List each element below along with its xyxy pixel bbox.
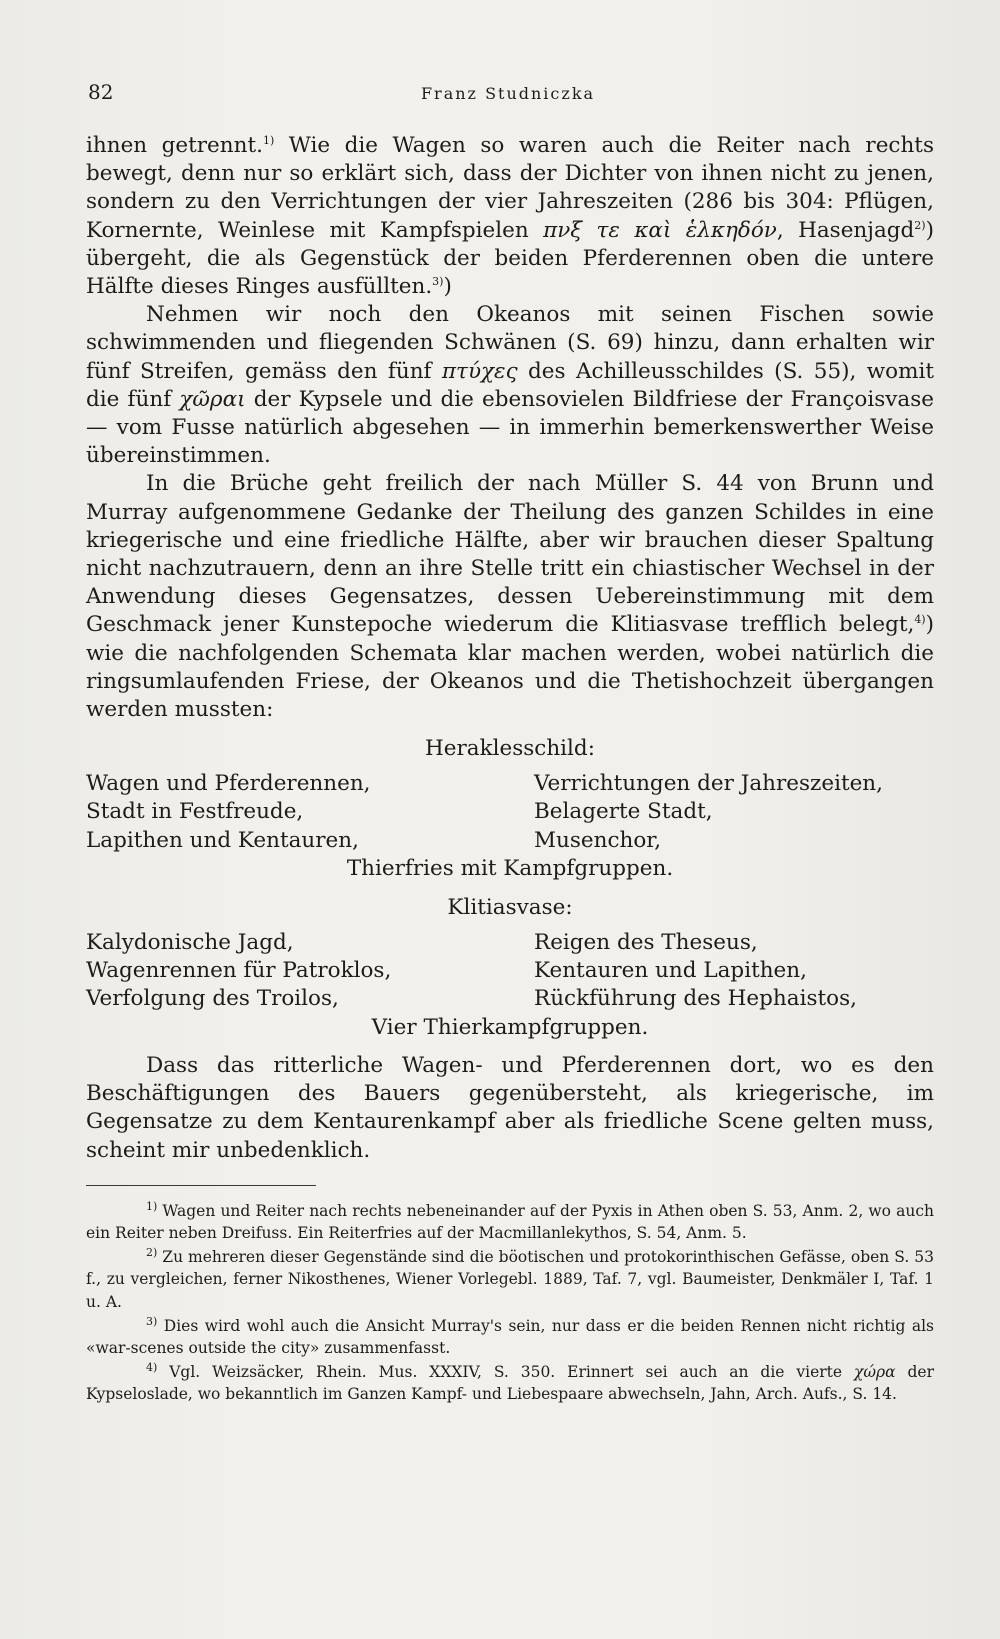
greek-phrase: πνξ τε καὶ ἑλκηδόν	[543, 217, 777, 243]
footnote-1	[86, 1200, 934, 1244]
footnote-number: 4)	[146, 1360, 158, 1374]
paragraph-1	[86, 132, 934, 301]
schema-row	[86, 798, 934, 826]
schema-row	[86, 929, 934, 957]
schema-row	[86, 957, 934, 985]
schema-left-cell: Verfolgung des Troilos,	[86, 986, 339, 1012]
schema-title: Heraklesschild:	[425, 736, 595, 762]
greek-phrase: χώρα	[853, 1363, 896, 1382]
footnote-number: 3)	[146, 1314, 158, 1328]
footnote-2	[86, 1246, 934, 1313]
footnote-3	[86, 1315, 934, 1359]
paragraph-3	[86, 470, 934, 724]
schema-left-cell: Kalydonische Jagd,	[86, 930, 294, 956]
schema-title: Klitiasvase:	[447, 895, 573, 921]
text-run: )	[443, 274, 452, 300]
greek-phrase: χῶραι	[179, 386, 246, 412]
schema-left-cell: Wagen und Pferderennen,	[86, 771, 371, 797]
footnote-marker: 4)	[914, 613, 926, 627]
text-run: , Hasenjagd	[776, 217, 915, 243]
schema-klitiasvase	[86, 893, 934, 1042]
text-run: Wagen und Reiter nach rechts nebeneinander auf der Pyxis in Athen oben S. 53, Anm. 2, wo auch ein Reiter neben Dreifuss. Ein Reiterfries auf der Macmillanlekythos, S. 54, Anm. 5.	[86, 1201, 934, 1242]
page-number: 82	[88, 80, 114, 104]
footnote-divider	[86, 1185, 316, 1186]
schema-row	[86, 827, 934, 855]
text-run: Dies wird wohl auch die Ansicht Murray's sein, nur dass er die beiden Rennen nicht richtig als «war-scenes outside the city» zusammenfasst.	[86, 1316, 934, 1357]
schema-left-cell: Lapithen und Kentauren,	[86, 827, 359, 853]
text-run: ihnen getrennt.	[86, 133, 263, 158]
footnotes	[86, 1200, 934, 1406]
schema-right-cell: Verrichtungen der Jahreszeiten,	[534, 771, 883, 797]
footnote-marker: 1)	[262, 133, 275, 147]
schema-right-cell: Kentauren und Lapithen,	[534, 958, 807, 984]
footnote-number: 1)	[146, 1199, 158, 1213]
schema-row	[86, 770, 934, 798]
text-run: Vgl. Weizsäcker, Rhein. Mus. XXXIV, S. 350. Erinnert sei auch an die vierte	[157, 1363, 854, 1382]
text-run: In die Brüche geht freilich der nach Müller S. 44 von Brunn und Murray aufgenommene Gedanke der Theilung des ganzen Schildes in eine kriegerische und eine friedliche Hälfte, aber wir brauchen dieser Spaltung nicht nachzutrauern, denn an ihre Stelle tritt ein chiastischer Wechsel in der Anwendung dieses Gegensatzes, dessen Uebereinstimmung mit dem Geschmack jener Kunstepoche wiederum die Klitiasvase trefflich belegt,	[86, 471, 934, 638]
footnote-marker: 3)	[432, 274, 444, 288]
page-header	[88, 80, 928, 110]
schema-right-cell: Reigen des Theseus,	[534, 930, 758, 956]
text-run: ) wie die nachfolgenden Schemata klar machen werden, wobei natürlich die ringsumlaufenden Friese, der Okeanos und die Thetishochzeit übergangen werden mussten:	[86, 612, 934, 723]
text-run: ) übergeht, die als Gegenstück der beiden Pferderennen oben die untere Hälfte dieses Ringes ausfüllten.	[86, 217, 934, 300]
text-run: des Achilleusschildes (S. 55), womit die fünf	[86, 358, 934, 412]
schema-right-cell: Belagerte Stadt,	[534, 799, 713, 825]
text-run: der Kypsele und die ebensovielen Bildfriese der Françoisvase — vom Fusse natürlich abgesehen — in immerhin bemerkenswerther Weise übereinstimmen.	[86, 386, 935, 469]
schema-center-line: Thierfries mit Kampfgruppen.	[346, 855, 674, 881]
footnote-4	[86, 1361, 934, 1405]
footnote-marker: 2)	[914, 218, 926, 232]
schema-left-cell: Wagenrennen für Patroklos,	[86, 958, 392, 984]
text-run: Zu mehreren dieser Gegenstände sind die böotischen und protokorinthischen Gefässe, oben S. 53 f., zu vergleichen, ferner Nikosthenes, Wiener Vorlegebl. 1889, Taf. 7, vgl. Baumeister, Denkmäler I, Taf. 1 u. A.	[86, 1248, 934, 1311]
footnote-number: 2)	[146, 1245, 158, 1259]
schema-heraklesschild	[86, 734, 934, 883]
schema-right-cell: Rückführung des Hephaistos,	[534, 986, 857, 1012]
body-text	[86, 132, 934, 1408]
text-run: der Kypseloslade, wo bekanntlich im Ganzen Kampf- und Liebespaare abwechseln, Jahn, Arch. Aufs., S. 14.	[86, 1363, 934, 1404]
schema-row	[86, 985, 934, 1013]
schema-left-cell: Stadt in Festfreude,	[86, 799, 304, 825]
schema-center-line: Vier Thierkampfgruppen.	[371, 1014, 649, 1040]
text-run: Wie die Wagen so waren auch die Reiter nach rechts bewegt, denn nur so erklärt sich, dass der Dichter von ihnen nicht zu jenen, sondern zu den Verrichtungen der vier Jahreszeiten (286 bis 304: Pflügen, Kornernte, Weinlese mit Kampfspielen	[86, 133, 934, 243]
closing-paragraph: Dass das ritterliche Wagen- und Pferderennen dort, wo es den Beschäftigungen des Bauers gegenübersteht, als kriegerische, im Gegensatze zu dem Kentaurenkampf aber als friedliche Scene gelten muss, scheint mir unbedenklich.	[86, 1052, 934, 1163]
paragraph-2	[86, 301, 934, 470]
text-run: Nehmen wir noch den Okeanos mit seinen Fischen sowie schwimmenden und fliegenden Schwänen (S. 69) hinzu, dann erhalten wir fünf Streifen, gemäss den fünf	[86, 302, 934, 384]
schema-right-cell: Musenchor,	[534, 827, 662, 853]
running-head: Franz Studniczka	[420, 84, 596, 103]
greek-phrase: πτύχες	[441, 358, 518, 384]
